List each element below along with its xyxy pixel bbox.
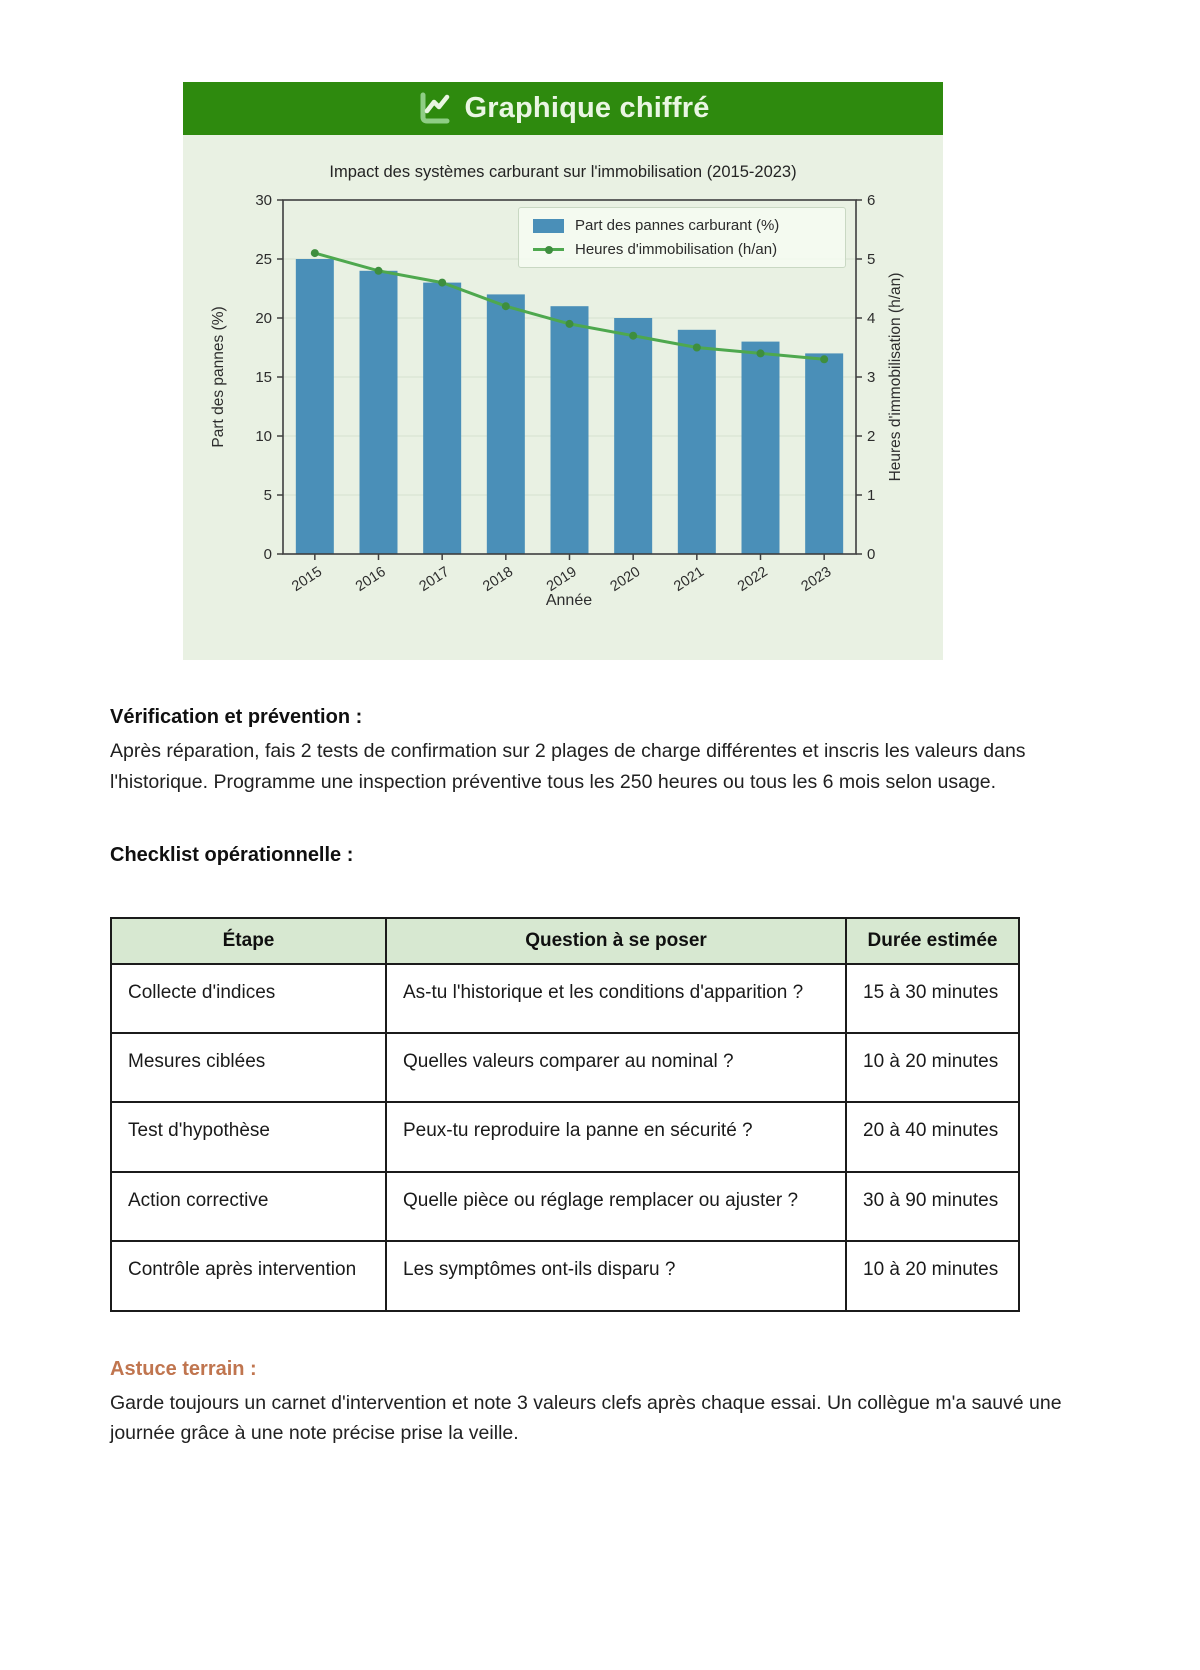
astuce-heading: Astuce terrain : [110, 1357, 257, 1380]
line-marker-2020 [629, 332, 637, 340]
bar-2018 [487, 294, 525, 554]
table-row [111, 1102, 1019, 1171]
bar-2022 [742, 342, 780, 554]
chart-legend [518, 207, 846, 268]
chart-panel [183, 135, 943, 660]
verification-paragraph: Après réparation, fais 2 tests de confirmation sur 2 plages de charge différentes et inscris les valeurs dans l'historique. Programme une inspection préventive tous les 250 heures ou tous les 6 mois selon usage. [110, 740, 1026, 793]
col-header-etape: Étape [111, 918, 386, 964]
checklist-table-body [111, 964, 1019, 1311]
line-marker-2015 [311, 249, 319, 257]
x-tick-label-2016: 2016 [352, 563, 389, 595]
astuce-paragraph: Garde toujours un carnet d'intervention et note 3 valeurs clefs après chaque essai. Un collègue m'a sauvé une journée grâce à une note précise prise la veille. [110, 1391, 1062, 1445]
table-row [111, 1241, 1019, 1310]
legend-entry-line [533, 241, 833, 258]
legend-line-swatch [533, 243, 564, 257]
bar-2017 [423, 283, 461, 554]
table-cell: 30 à 90 minutes [846, 1172, 1019, 1241]
right-tick-label: 3 [867, 369, 876, 386]
right-tick-label: 6 [867, 192, 876, 209]
verification-heading: Vérification et prévention : [110, 706, 363, 728]
table-cell: Quelle pièce ou réglage remplacer ou ajuster ? [386, 1172, 846, 1241]
figure-header [183, 82, 943, 135]
legend-entry-bars [533, 217, 833, 234]
left-tick-label: 5 [263, 487, 272, 504]
right-tick-label: 2 [867, 428, 876, 445]
left-tick-label: 10 [255, 428, 272, 445]
line-marker-2022 [757, 349, 765, 357]
table-cell: Peux-tu reproduire la panne en sécurité ? [386, 1102, 846, 1171]
right-tick-label: 0 [867, 546, 876, 563]
legend-bar-swatch [533, 219, 564, 233]
left-tick-label: 15 [255, 369, 272, 386]
line-chart-icon [416, 91, 452, 127]
page-content [110, 706, 1090, 1449]
col-header-duree: Durée estimée [846, 918, 1019, 964]
x-tick-label-2022: 2022 [734, 563, 771, 595]
table-cell: 15 à 30 minutes [846, 964, 1019, 1033]
table-cell: Collecte d'indices [111, 964, 386, 1033]
table-cell: Test d'hypothèse [111, 1102, 386, 1171]
table-row [111, 964, 1019, 1033]
table-cell: Action corrective [111, 1172, 386, 1241]
right-tick-label: 5 [867, 251, 876, 268]
bar-2020 [614, 318, 652, 554]
table-cell: As-tu l'historique et les conditions d'apparition ? [386, 964, 846, 1033]
table-cell: Quelles valeurs comparer au nominal ? [386, 1033, 846, 1102]
x-tick-label-2020: 2020 [607, 563, 644, 595]
table-cell: Mesures ciblées [111, 1033, 386, 1102]
line-marker-2016 [375, 267, 383, 275]
left-tick-label: 20 [255, 310, 272, 327]
table-row [111, 1033, 1019, 1102]
bar-2015 [296, 259, 334, 554]
figure-block [0, 0, 1200, 660]
x-tick-label-2021: 2021 [671, 563, 708, 595]
bar-2019 [551, 306, 589, 554]
left-axis-label: Part des pannes (%) [210, 306, 227, 448]
left-tick-label: 0 [263, 546, 272, 563]
col-header-question: Question à se poser [386, 918, 846, 964]
table-header-row [111, 918, 1019, 964]
checklist-table [110, 917, 1020, 1312]
table-cell: 10 à 20 minutes [846, 1033, 1019, 1102]
left-tick-label: 25 [255, 251, 272, 268]
figure-header-title: Graphique chiffré [464, 92, 710, 124]
chart-title: Impact des systèmes carburant sur l'immobilisation (2015-2023) [329, 163, 797, 181]
legend-line-label: Heures d'immobilisation (h/an) [575, 241, 778, 258]
table-cell: 20 à 40 minutes [846, 1102, 1019, 1171]
line-marker-2021 [693, 344, 701, 352]
line-marker-2019 [566, 320, 574, 328]
legend-bar-label: Part des pannes carburant (%) [575, 217, 780, 234]
line-marker-2017 [438, 279, 446, 287]
bar-2021 [678, 330, 716, 554]
right-tick-label: 4 [867, 310, 876, 327]
x-tick-label-2019: 2019 [543, 563, 580, 595]
x-tick-label-2018: 2018 [480, 563, 517, 595]
bar-2023 [805, 353, 843, 554]
table-cell: 10 à 20 minutes [846, 1241, 1019, 1310]
line-marker-2018 [502, 302, 510, 310]
right-axis-label: Heures d'immobilisation (h/an) [887, 272, 904, 482]
left-tick-label: 30 [255, 192, 272, 209]
line-marker-2023 [820, 355, 828, 363]
x-tick-label-2015: 2015 [289, 563, 326, 595]
x-axis-label: Année [545, 592, 593, 609]
bar-2016 [360, 271, 398, 554]
x-tick-label-2023: 2023 [798, 563, 835, 595]
table-cell: Les symptômes ont-ils disparu ? [386, 1241, 846, 1310]
checklist-heading: Checklist opérationnelle : [110, 843, 354, 866]
table-cell: Contrôle après intervention [111, 1241, 386, 1310]
table-row [111, 1172, 1019, 1241]
right-tick-label: 1 [867, 487, 876, 504]
x-tick-label-2017: 2017 [416, 563, 453, 595]
